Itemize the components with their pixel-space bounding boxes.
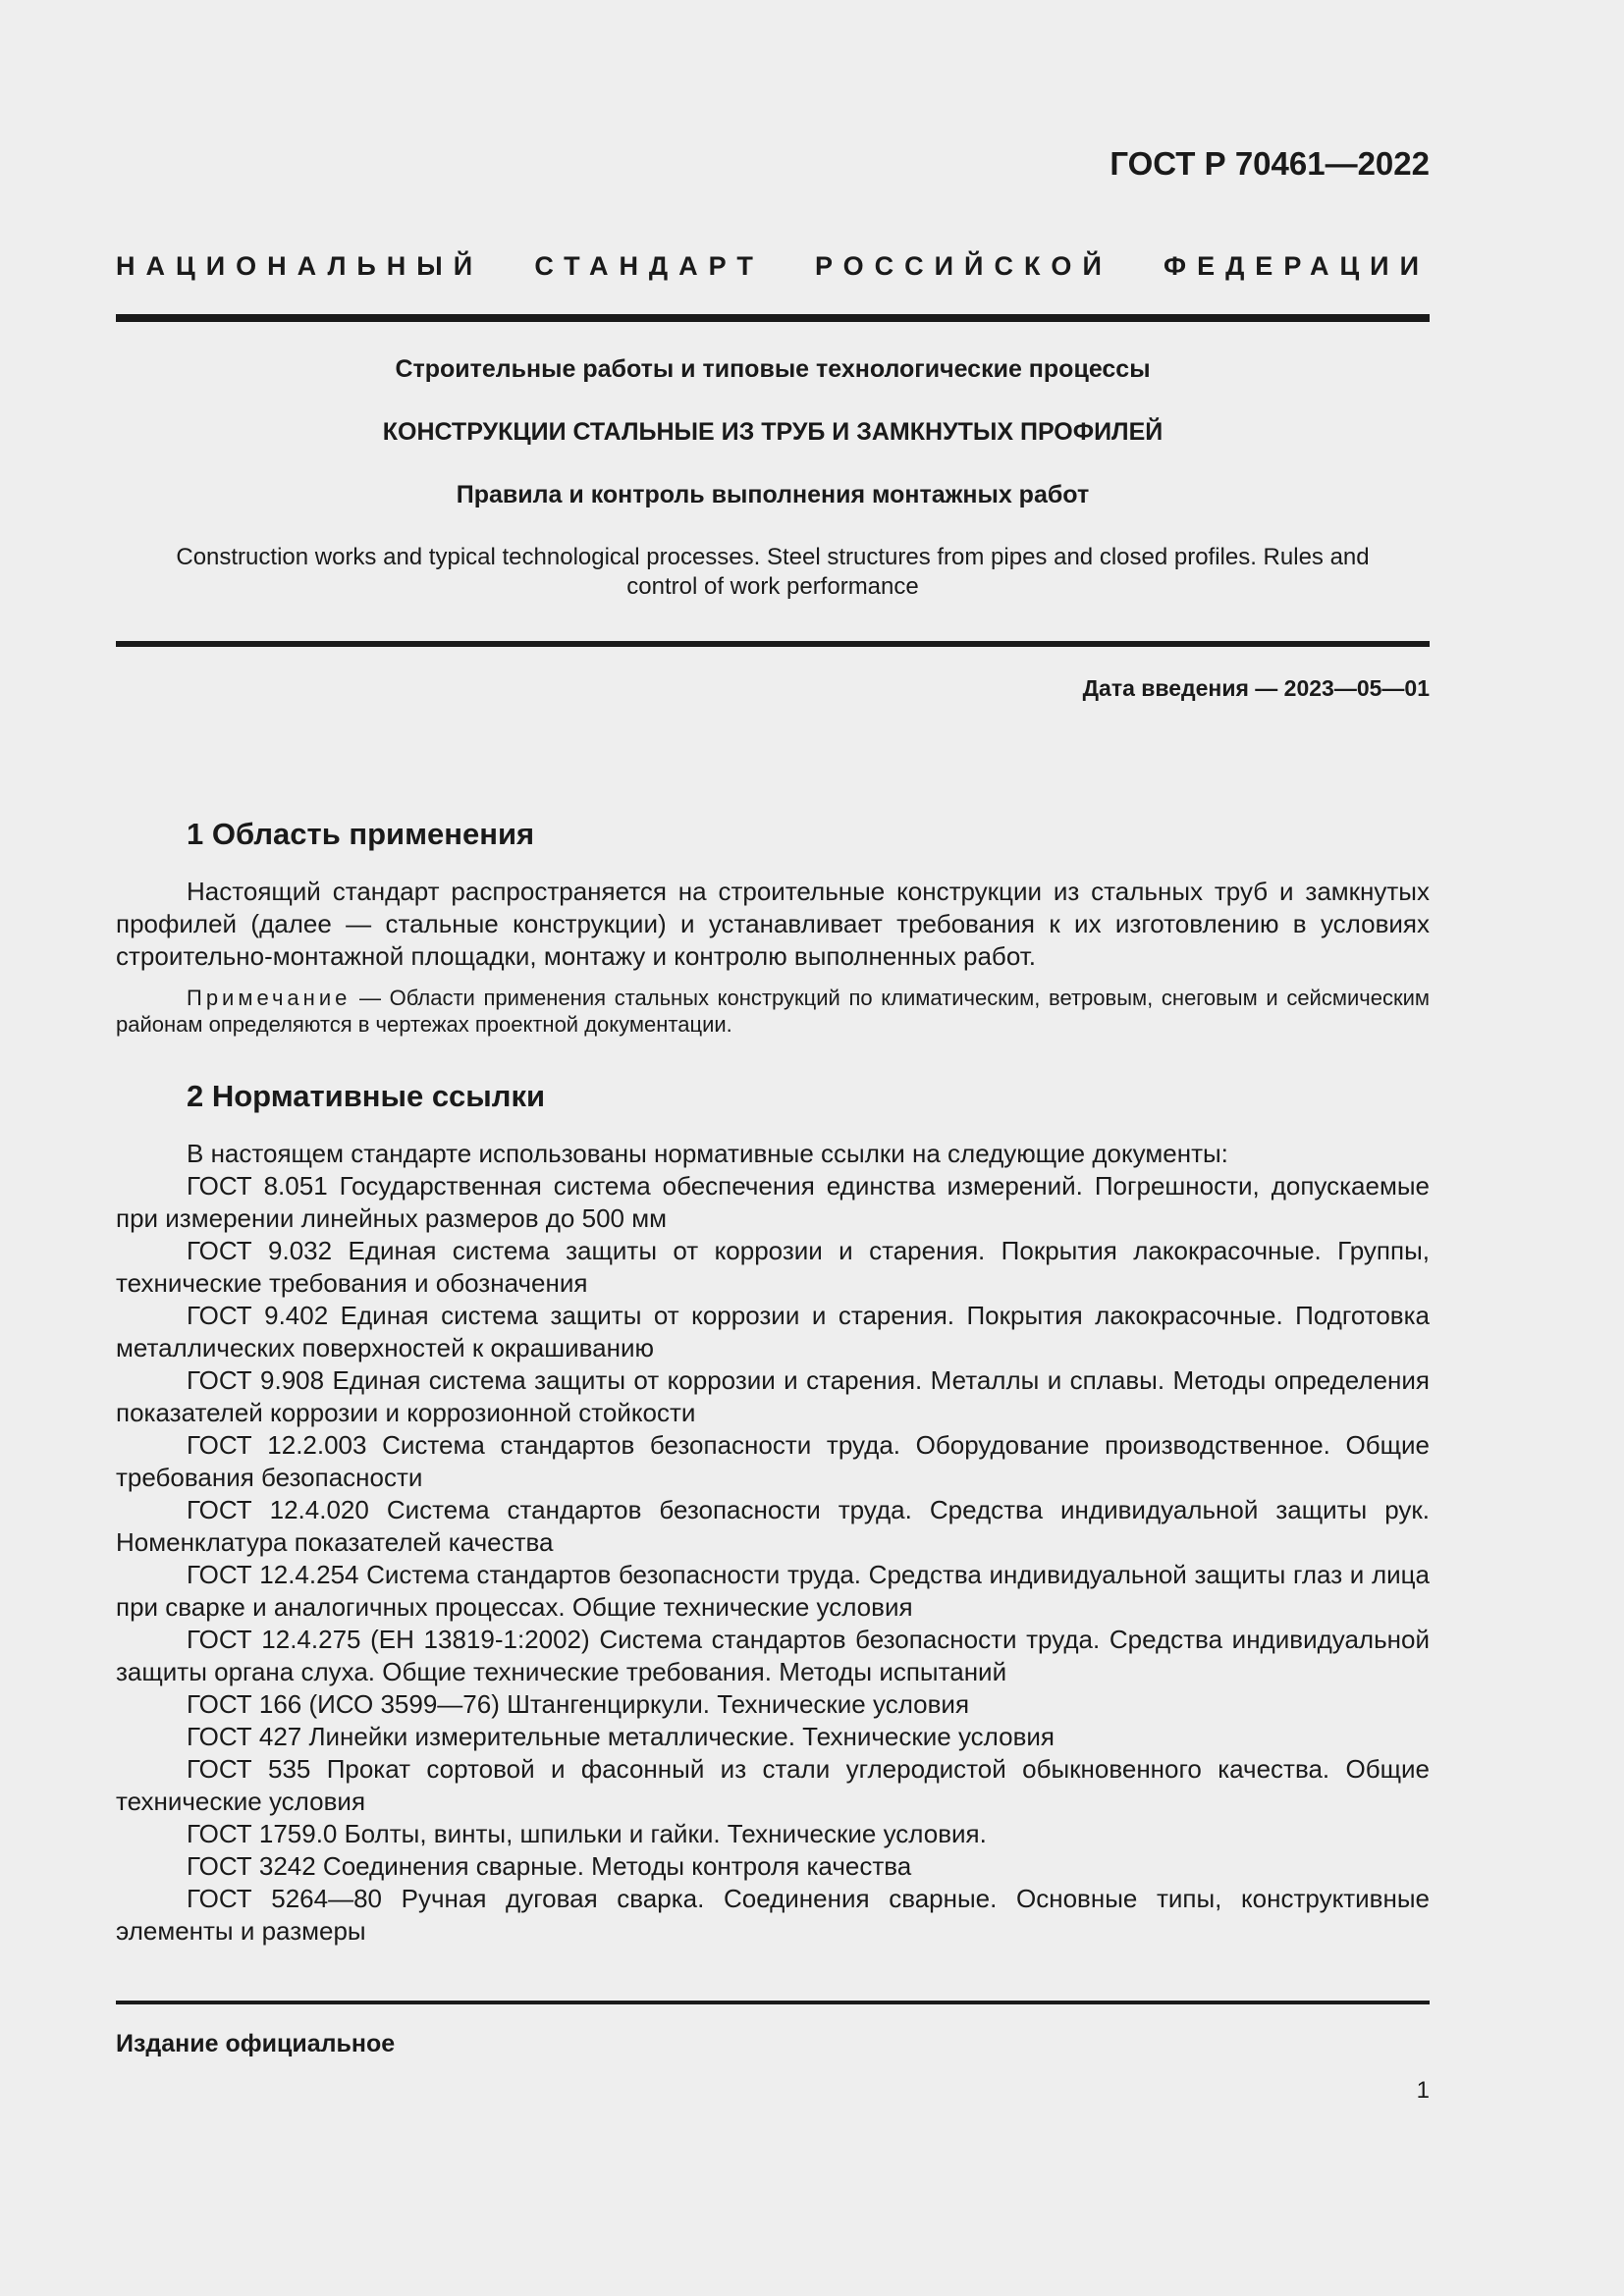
- section-1-note: [116, 985, 1430, 1038]
- section-2-heading: 2 Нормативные ссылки: [187, 1079, 546, 1113]
- reference-item: ГОСТ 166 (ИСО 3599—76) Штангенциркули. Технические условия: [187, 1689, 970, 1719]
- references-list: [116, 1138, 1430, 1948]
- reference-item: ГОСТ 8.051 Государственная система обеспечения единства измерений. Погрешности, допускаемые при измерении линейных размеров до 500 мм: [116, 1171, 1430, 1233]
- english-title: Construction works and typical technological processes. Steel structures from pipes and closed profiles. Rules and control of work performance: [176, 544, 1370, 600]
- document-code: ГОСТ Р 70461—2022: [1110, 145, 1430, 182]
- note-label: Примечание: [187, 986, 352, 1010]
- section-1-heading: 1 Область применения: [187, 817, 535, 851]
- official-edition-label: Издание официальное: [116, 2030, 396, 2057]
- title-line-3: Правила и контроль выполнения монтажных работ: [456, 481, 1090, 508]
- reference-item: ГОСТ 9.402 Единая система защиты от коррозии и старения. Покрытия лакокрасочные. Подготовка металлических поверхностей к окрашиванию: [116, 1301, 1430, 1362]
- document-body: [116, 815, 1430, 1948]
- reference-item: ГОСТ 12.4.254 Система стандартов безопасности труда. Средства индивидуальной защиты глаз и лица при сварке и аналогичных процессах. Общие технические условия: [116, 1560, 1430, 1622]
- title-line-1: Строительные работы и типовые технологические процессы: [395, 355, 1151, 383]
- reference-item: ГОСТ 9.032 Единая система защиты от коррозии и старения. Покрытия лакокрасочные. Группы, технические требования и обозначения: [116, 1236, 1430, 1298]
- reference-item: ГОСТ 12.4.020 Система стандартов безопасности труда. Средства индивидуальной защиты рук. Номенклатура показателей качества: [116, 1495, 1430, 1557]
- title-line-2: КОНСТРУКЦИИ СТАЛЬНЫЕ ИЗ ТРУБ И ЗАМКНУТЫХ ПРОФИЛЕЙ: [382, 418, 1164, 446]
- national-standard-banner: НАЦИОНАЛЬНЫЙ СТАНДАРТ РОССИЙСКОЙ ФЕДЕРАЦИИ: [116, 251, 1430, 281]
- reference-item: ГОСТ 427 Линейки измерительные металлические. Технические условия: [187, 1722, 1055, 1751]
- reference-item: ГОСТ 12.4.275 (ЕН 13819-1:2002) Система стандартов безопасности труда. Средства индивидуальной защиты органа слуха. Общие технические требования. Методы испытаний: [116, 1625, 1430, 1686]
- reference-item: ГОСТ 3242 Соединения сварные. Методы контроля качества: [187, 1851, 912, 1881]
- title-divider: [116, 641, 1430, 647]
- introduction-date: Дата введения — 2023—05—01: [1082, 675, 1430, 701]
- note-text: — Области применения стальных конструкций по климатическим, ветровым, снеговым и сейсмическим районам определяются в чертежах проектной документации.: [116, 986, 1430, 1037]
- reference-item: ГОСТ 1759.0 Болты, винты, шпильки и гайки. Технические условия.: [187, 1819, 987, 1848]
- references-intro: В настоящем стандарте использованы нормативные ссылки на следующие документы:: [187, 1139, 1228, 1168]
- top-divider: [116, 314, 1430, 322]
- footer-divider: [116, 2001, 1430, 2004]
- reference-item: ГОСТ 5264—80 Ручная дуговая сварка. Соединения сварные. Основные типы, конструктивные элементы и размеры: [116, 1884, 1430, 1946]
- section-1-text: Настоящий стандарт распространяется на строительные конструкции из стальных труб и замкнутых профилей (далее — стальные конструкции) и устанавливает требования к их изготовлению в условиях строительно-монтажной площадки, монтажу и контролю выполненных работ.: [116, 877, 1430, 971]
- page-number: 1: [1416, 2077, 1430, 2104]
- reference-item: ГОСТ 535 Прокат сортовой и фасонный из стали углеродистой обыкновенного качества. Общие технические условия: [116, 1754, 1430, 1816]
- reference-item: ГОСТ 12.2.003 Система стандартов безопасности труда. Оборудование производственное. Общие требования безопасности: [116, 1430, 1430, 1492]
- reference-item: ГОСТ 9.908 Единая система защиты от коррозии и старения. Металлы и сплавы. Методы определения показателей коррозии и коррозионной стойкости: [116, 1365, 1430, 1427]
